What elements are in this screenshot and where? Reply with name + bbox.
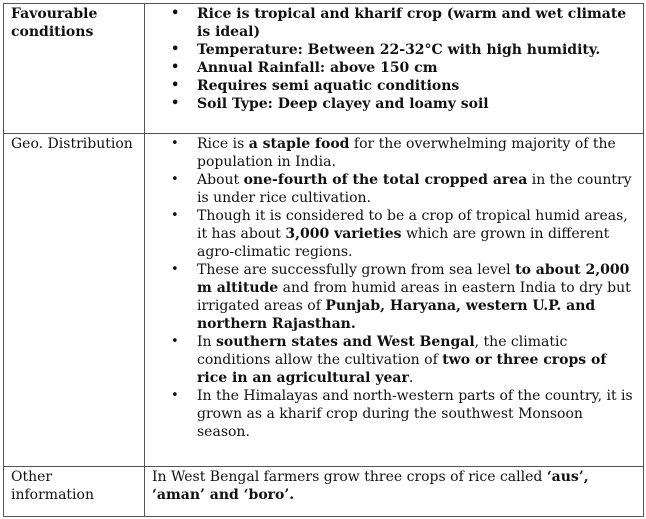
text-segment: for the overwhelming majority of the population in India. (197, 136, 616, 170)
row-geo-distribution (4, 134, 644, 467)
text-segment: In the Himalayas and north-western parts of the country, it is grown as a kharif crop during the southwest Monsoon season. (197, 388, 633, 440)
list-item: • Rice is tropical and kharif crop (warm and wet climate is ideal) (197, 5, 638, 41)
text-segment: About (197, 172, 244, 188)
list-item: • Annual Rainfall: above 150 cm (197, 59, 638, 77)
list-item (197, 387, 638, 441)
label-line: Favourable (11, 6, 98, 22)
geo-distribution-list (152, 135, 638, 441)
label-other-information (4, 467, 145, 517)
bold-segment: southern states and West Bengal (216, 334, 475, 350)
list-item: • Temperature: Between 22-32°C with high humidity. (197, 41, 638, 59)
list-item (197, 261, 638, 333)
label-line: Other (11, 469, 53, 485)
text-segment: These are successfully grown from sea level (197, 262, 516, 278)
label-line: information (11, 487, 94, 503)
label-favourable-conditions (4, 4, 145, 134)
favourable-conditions-list (152, 5, 638, 113)
text-segment: . (408, 370, 414, 386)
text-segment: In (197, 334, 216, 350)
list-item (197, 135, 638, 171)
text-segment: in the country is under rice cultivation. (197, 172, 632, 206)
bold-segment: 3,000 varieties (285, 226, 402, 242)
list-item: • Soil Type: Deep clayey and loamy soil (197, 95, 638, 113)
text-segment: , the climatic conditions allow the cultivation of (197, 334, 568, 368)
bold-segment: ‘aus’, ‘aman’ and ‘boro’. (152, 469, 589, 503)
list-item (197, 207, 638, 261)
label-geo-distribution: Geo. Distribution (4, 134, 145, 467)
row-other-information (4, 467, 644, 517)
list-item (197, 333, 638, 387)
row-favourable-conditions (4, 4, 644, 134)
list-item (197, 171, 638, 207)
text-segment: Rice is (197, 136, 249, 152)
other-information-text (145, 467, 644, 517)
label-line: conditions (11, 24, 94, 40)
bold-segment: one-fourth of the total cropped area (243, 172, 528, 188)
list-item: • Requires semi aquatic conditions (197, 77, 638, 95)
text-segment: Though it is considered to be a crop of tropical humid areas, it has about (197, 208, 628, 242)
geo-distribution-list-cell (145, 134, 644, 467)
text-segment: In West Bengal farmers grow three crops of rice called (152, 469, 547, 485)
favourable-conditions-list-cell (145, 4, 644, 134)
text-segment: which are grown in different agro-climatic regions. (197, 226, 610, 260)
bold-segment: Punjab, Haryana, western U.P. and northern Rajasthan. (197, 298, 596, 332)
text-segment: and from humid areas in eastern India to dry but irrigated areas of (197, 280, 631, 314)
rice-info-table (3, 3, 644, 517)
bold-segment: a staple food (248, 136, 350, 152)
bold-segment: two or three crops of rice in an agricultural year (197, 352, 607, 386)
bold-segment: to about 2,000 m altitude (197, 262, 630, 296)
